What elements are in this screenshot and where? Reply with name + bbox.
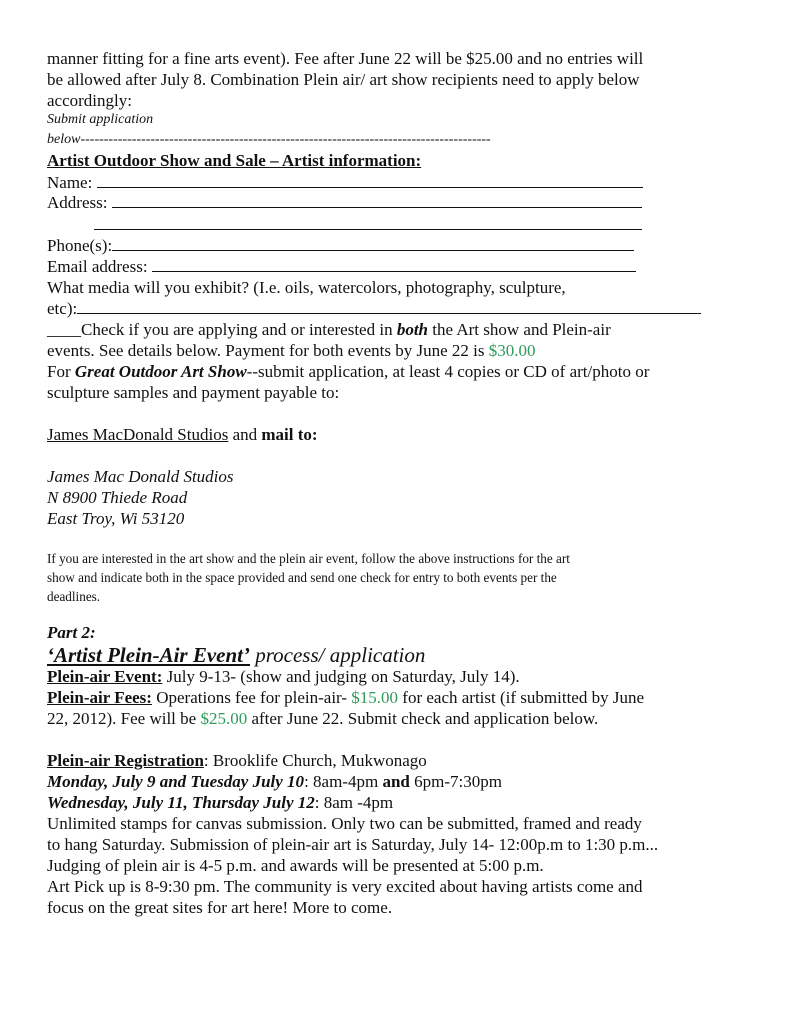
- body-line: to hang Saturday. Submission of plein-air art is Saturday, July 14- 12:00p.m to 1:30 p.m...: [47, 835, 659, 854]
- mon-tue-time-2: 6pm-7:30pm: [409, 772, 502, 791]
- note-line: If you are interested in the art show and the plein air event, follow the above instructions for the art: [47, 551, 570, 566]
- part2-title: [47, 642, 425, 668]
- fees-line: [47, 687, 644, 708]
- both-events-check-row: [47, 319, 611, 340]
- note-line: deadlines.: [47, 589, 101, 604]
- registration-line: [47, 750, 427, 771]
- payable-line: [47, 424, 318, 445]
- and-text: and: [228, 425, 262, 444]
- fees-label: Plein-air Fees:: [47, 688, 152, 707]
- registration-text: : Brooklife Church, Mukwonago: [203, 751, 427, 770]
- body-line: Judging of plein air is 4-5 p.m. and awards will be presented at 5:00 p.m.: [47, 856, 544, 875]
- media-question: What media will you exhibit? (I.e. oils, watercolors, photography, sculpture,: [47, 278, 566, 297]
- name-field[interactable]: [97, 172, 643, 188]
- name-row: [47, 172, 643, 193]
- submit-application-note: Submit application: [47, 112, 154, 127]
- fees-line-2: [47, 708, 598, 729]
- show-name: Great Outdoor Art Show: [74, 362, 247, 381]
- intro-line: be allowed after July 8. Combination Plein air/ art show recipients need to apply below: [47, 70, 640, 89]
- artist-info-heading: Artist Outdoor Show and Sale – Artist information:: [47, 151, 422, 170]
- submit-text: --submit application, at least 4 copies or CD of art/photo or: [246, 362, 650, 381]
- wed-thu-time: : 8am -4pm: [314, 793, 394, 812]
- submit-below-word: below: [47, 132, 81, 147]
- part2-title-suffix: process/ application: [250, 643, 426, 667]
- mail-address-line: East Troy, Wi 53120: [47, 509, 185, 528]
- samples-line: sculpture samples and payment payable to:: [47, 383, 340, 402]
- event-text: July 9-13- (show and judging on Saturday, July 14).: [162, 667, 520, 686]
- wed-thu-days: Wednesday, July 11, Thursday July 12: [47, 793, 315, 812]
- late-fee-amount: $25.00: [200, 709, 248, 728]
- monday-tuesday-line: [47, 771, 502, 792]
- check-text-2: the Art show and Plein-air: [428, 320, 611, 339]
- payment-text: events. See details below. Payment for both events by June 22 is: [47, 341, 489, 360]
- address-row-2: [94, 214, 642, 235]
- fees-line2-text: 22, 2012). Fee will be: [47, 709, 201, 728]
- fees-line2-text-b: after June 22. Submit check and application below.: [247, 709, 599, 728]
- mail-to-label: mail to:: [261, 425, 318, 444]
- name-label: Name:: [47, 173, 93, 192]
- wednesday-thursday-line: [47, 792, 393, 813]
- media-field[interactable]: [77, 298, 701, 314]
- mail-address-line: James Mac Donald Studios: [47, 467, 234, 486]
- check-text: Check if you are applying and or interested in: [81, 320, 397, 339]
- intro-line: manner fitting for a fine arts event). Fee after June 22 will be $25.00 and no entries will: [47, 49, 644, 68]
- address-field[interactable]: [112, 192, 642, 208]
- phone-row: [47, 235, 634, 256]
- mon-tue-days: Monday, July 9 and Tuesday July 10: [47, 772, 305, 791]
- note-line: show and indicate both in the space provided and send one check for entry to both events per the: [47, 570, 557, 585]
- fees-text: Operations fee for plein-air-: [151, 688, 352, 707]
- media-label: etc):: [47, 299, 78, 318]
- event-label: Plein-air Event:: [47, 667, 163, 686]
- mon-tue-time: : 8am-4pm: [304, 772, 383, 791]
- address-row: [47, 192, 642, 213]
- media-row: [47, 298, 701, 319]
- fees-text-2: for each artist (if submitted by June: [398, 688, 645, 707]
- body-line: focus on the great sites for art here! More to come.: [47, 898, 393, 917]
- body-line: Unlimited stamps for canvas submission. Only two can be submitted, framed and ready: [47, 814, 642, 833]
- intro-line: accordingly:: [47, 91, 132, 110]
- check-both-emphasis: both: [396, 320, 429, 339]
- part2-label: Part 2:: [47, 623, 96, 642]
- payment-amount: $30.00: [488, 341, 536, 360]
- address-label: Address:: [47, 193, 108, 212]
- email-field[interactable]: [152, 256, 636, 272]
- dashed-separator: ----------------------------------------------------------------------------------------: [80, 132, 491, 147]
- fees-amount: $15.00: [351, 688, 399, 707]
- part2-title-main: ‘Artist Plein-Air Event’: [47, 643, 251, 667]
- payment-line: [47, 340, 536, 361]
- registration-label: Plein-air Registration: [47, 751, 204, 770]
- phone-label: Phone(s):: [47, 236, 113, 255]
- body-line: Art Pick up is 8-9:30 pm. The community is very excited about having artists come and: [47, 877, 643, 896]
- submit-below-line: [47, 131, 491, 149]
- and-emphasis: and: [382, 772, 410, 791]
- email-row: [47, 256, 636, 277]
- phone-field[interactable]: [112, 235, 634, 251]
- show-submit-line: [47, 361, 649, 382]
- check-blank[interactable]: ____: [47, 320, 81, 339]
- mail-address-line: N 8900 Thiede Road: [47, 488, 188, 507]
- studio-link[interactable]: James MacDonald Studios: [47, 425, 229, 444]
- email-label: Email address:: [47, 257, 148, 276]
- for-text: For: [47, 362, 75, 381]
- event-line: [47, 666, 520, 687]
- address-field-2[interactable]: [94, 214, 642, 230]
